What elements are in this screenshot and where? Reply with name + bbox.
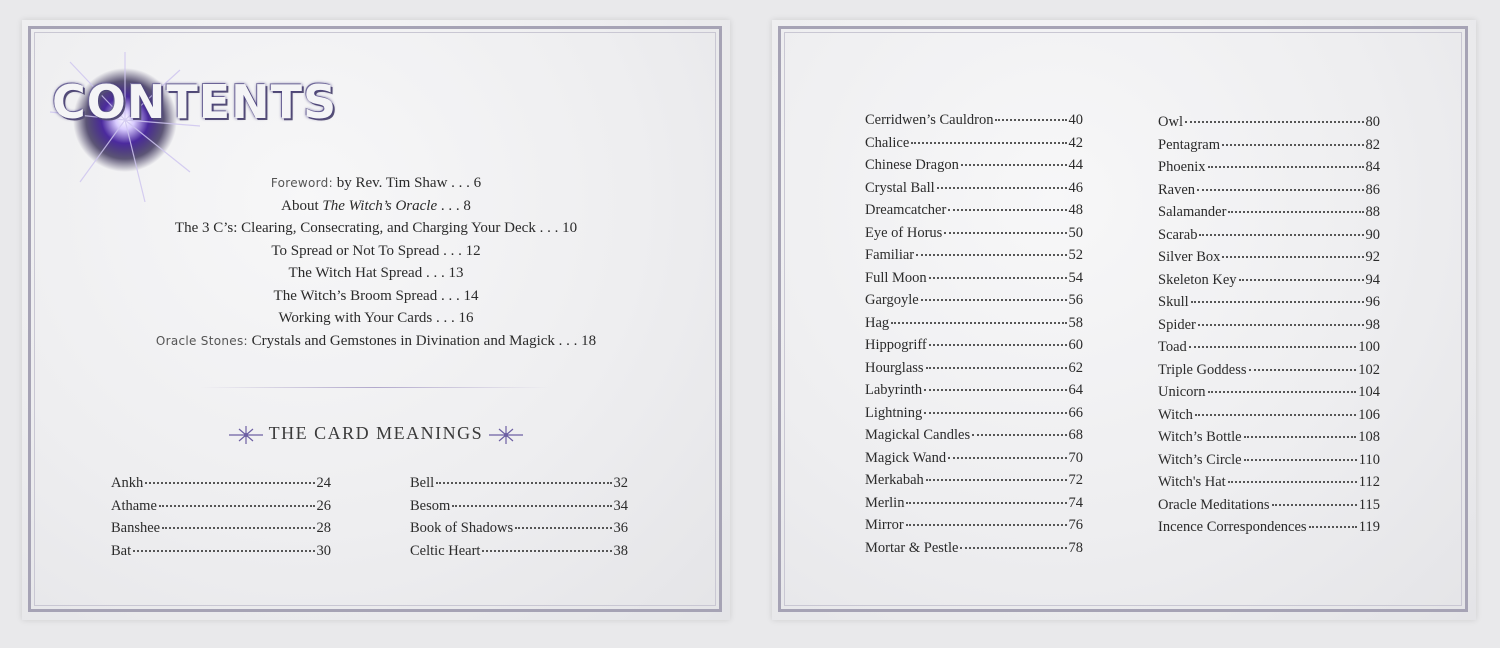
toc-entry-label: Witch’s Bottle xyxy=(1158,429,1242,445)
front-item-to-spread[interactable]: To Spread or Not To Spread . . . 12 xyxy=(271,242,481,259)
dot-leader xyxy=(916,254,1066,256)
dot-leader xyxy=(948,457,1066,459)
toc-entry-page: 48 xyxy=(1068,202,1083,218)
toc-entry-label: Book of Shadows xyxy=(410,520,514,536)
toc-entry-page: 54 xyxy=(1068,269,1083,286)
toc-entry-label: Witch's Hat xyxy=(1158,474,1226,490)
toc-entry-page: 24 xyxy=(316,475,331,491)
toc-entry[interactable] xyxy=(1158,429,1380,452)
toc-entry[interactable] xyxy=(1158,497,1380,520)
dot-leader xyxy=(1208,391,1357,393)
dot-leader xyxy=(1189,346,1356,348)
toc-entry-page: 112 xyxy=(1358,474,1380,490)
toc-entry-label: Besom xyxy=(410,497,451,514)
toc-entry[interactable] xyxy=(1158,137,1380,160)
toc-entry[interactable] xyxy=(111,475,331,498)
toc-entry-label: Celtic Heart xyxy=(410,542,481,559)
toc-entry-page: 40 xyxy=(1068,112,1083,128)
dot-leader xyxy=(1191,301,1364,303)
toc-entry-page: 28 xyxy=(316,520,331,536)
dot-leader xyxy=(1222,144,1363,146)
toc-entry-label: Unicorn xyxy=(1158,384,1206,400)
toc-entry-label: Lightning xyxy=(865,404,923,421)
toc-entry-label: Cerridwen’s Cauldron xyxy=(865,112,994,128)
toc-entry[interactable] xyxy=(410,498,628,521)
divider xyxy=(200,387,550,388)
toc-entry-label: Witch’s Circle xyxy=(1158,451,1242,468)
toc-entry[interactable] xyxy=(1158,407,1380,430)
dot-leader xyxy=(929,277,1067,279)
dot-leader xyxy=(995,119,1066,121)
toc-entry-label: Bell xyxy=(410,475,435,491)
dot-leader xyxy=(1197,189,1363,191)
toc-entry-page: 38 xyxy=(613,542,628,559)
dot-leader xyxy=(948,209,1066,211)
toc-entry[interactable] xyxy=(1158,519,1380,542)
toc-entry-label: Gargoyle xyxy=(865,292,919,308)
sparkle-icon xyxy=(489,424,523,446)
toc-entry-page: 90 xyxy=(1365,226,1380,243)
toc-entry-page: 98 xyxy=(1365,316,1380,333)
toc-entry[interactable] xyxy=(1158,384,1380,407)
toc-entry[interactable] xyxy=(1158,159,1380,182)
toc-entry-label: Ankh xyxy=(111,475,144,491)
toc-entry-page: 119 xyxy=(1358,519,1380,535)
toc-entry[interactable] xyxy=(865,270,1083,293)
dot-leader xyxy=(961,164,1067,166)
toc-entry-page: 96 xyxy=(1365,294,1380,310)
toc-entry-label: Toad xyxy=(1158,339,1187,355)
toc-entry[interactable] xyxy=(865,202,1083,225)
toc-entry-label: Incence Correspondences xyxy=(1158,519,1307,535)
dot-leader xyxy=(1228,481,1357,483)
toc-entry-page: 58 xyxy=(1068,314,1083,331)
toc-column xyxy=(1158,114,1380,542)
toc-entry-label: Phoenix xyxy=(1158,159,1206,175)
dot-leader xyxy=(926,367,1067,369)
dot-leader xyxy=(1222,256,1363,258)
dot-leader xyxy=(1199,234,1363,236)
toc-entry-page: 82 xyxy=(1365,136,1380,153)
sparkle-icon xyxy=(229,424,263,446)
toc-entry-page: 50 xyxy=(1068,224,1083,241)
toc-entry-page: 80 xyxy=(1365,114,1380,130)
toc-entry[interactable] xyxy=(111,498,331,521)
front-item-about[interactable]: About The Witch’s Oracle . . . 8 xyxy=(281,197,471,214)
dot-leader xyxy=(452,505,611,507)
toc-entry-label: Hourglass xyxy=(865,359,924,376)
toc-entry-page: 78 xyxy=(1068,539,1083,556)
toc-entry-page: 62 xyxy=(1068,359,1083,376)
toc-entry-label: Chinese Dragon xyxy=(865,157,959,173)
front-item-working-with-cards[interactable]: Working with Your Cards . . . 16 xyxy=(278,310,474,326)
toc-entry-page: 52 xyxy=(1068,247,1083,263)
toc-entry-page: 108 xyxy=(1358,429,1380,445)
toc-entry[interactable] xyxy=(1158,204,1380,227)
toc-entry[interactable] xyxy=(865,112,1083,135)
front-item-witch-hat-spread[interactable]: The Witch Hat Spread . . . 13 xyxy=(288,265,464,281)
dot-leader xyxy=(906,524,1067,526)
dot-leader xyxy=(1249,369,1357,371)
dot-leader xyxy=(926,479,1067,481)
toc-entry-page: 34 xyxy=(613,497,628,514)
toc-entry[interactable] xyxy=(1158,362,1380,385)
toc-entry[interactable] xyxy=(865,427,1083,450)
toc-entry-label: Raven xyxy=(1158,181,1196,198)
toc-entry[interactable] xyxy=(1158,114,1380,137)
toc-entry[interactable] xyxy=(865,180,1083,203)
toc-entry-page: 76 xyxy=(1068,517,1083,533)
toc-column xyxy=(410,475,628,565)
toc-entry[interactable] xyxy=(1158,227,1380,250)
dot-leader xyxy=(436,482,611,484)
toc-entry-page: 86 xyxy=(1365,181,1380,198)
dot-leader xyxy=(1228,211,1363,213)
toc-entry-page: 72 xyxy=(1068,472,1083,488)
toc-entry-label: Magickal Candles xyxy=(865,427,971,443)
toc-entry[interactable] xyxy=(865,360,1083,383)
section-heading: THE CARD MEANINGS xyxy=(22,423,730,446)
dot-leader xyxy=(482,550,611,552)
toc-entry[interactable] xyxy=(1158,294,1380,317)
dot-leader xyxy=(911,142,1066,144)
toc-entry-label: Crystal Ball xyxy=(865,179,935,196)
dot-leader xyxy=(133,550,314,552)
dot-leader xyxy=(944,232,1066,234)
toc-entry-label: Salamander xyxy=(1158,204,1227,220)
toc-entry-label: Skull xyxy=(1158,294,1189,310)
toc-entry[interactable] xyxy=(865,450,1083,473)
toc-entry-label: Athame xyxy=(111,497,157,514)
front-item-foreword[interactable]: Foreword: by Rev. Tim Shaw . . . 6 xyxy=(270,175,482,191)
dot-leader xyxy=(960,547,1066,549)
toc-entry-page: 30 xyxy=(316,542,331,559)
toc-entry-page: 115 xyxy=(1358,496,1380,513)
dot-leader xyxy=(1198,324,1364,326)
toc-entry-page: 106 xyxy=(1358,406,1380,423)
dot-leader xyxy=(1309,526,1357,528)
toc-entry[interactable] xyxy=(410,520,628,543)
toc-column xyxy=(111,475,331,565)
dot-leader xyxy=(937,187,1067,189)
toc-entry[interactable] xyxy=(1158,182,1380,205)
toc-entry[interactable] xyxy=(1158,317,1380,340)
toc-entry-page: 68 xyxy=(1068,427,1083,443)
toc-entry-label: Oracle Meditations xyxy=(1158,496,1270,513)
toc-entry-page: 104 xyxy=(1358,384,1380,400)
toc-entry-page: 70 xyxy=(1068,449,1083,466)
toc-entry-page: 92 xyxy=(1365,249,1380,265)
toc-entry[interactable] xyxy=(865,135,1083,158)
toc-entry-label: Merlin xyxy=(865,494,905,511)
toc-entry-page: 66 xyxy=(1068,404,1083,421)
toc-entry-label: Banshee xyxy=(111,520,161,536)
toc-entry[interactable] xyxy=(1158,339,1380,362)
toc-entry[interactable] xyxy=(865,382,1083,405)
toc-entry[interactable] xyxy=(865,405,1083,428)
toc-entry-label: Chalice xyxy=(865,134,910,151)
toc-entry[interactable] xyxy=(1158,249,1380,272)
toc-entry-label: Triple Goddess xyxy=(1158,361,1247,378)
dot-leader xyxy=(162,527,314,529)
toc-entry-label: Merkabah xyxy=(865,472,924,488)
toc-entry[interactable] xyxy=(865,315,1083,338)
toc-entry-label: Silver Box xyxy=(1158,249,1221,265)
toc-entry-label: Dreamcatcher xyxy=(865,202,947,218)
toc-entry-label: Hippogriff xyxy=(865,337,927,353)
toc-entry[interactable] xyxy=(111,543,331,566)
toc-entry-label: Bat xyxy=(111,542,132,559)
toc-entry-label: Full Moon xyxy=(865,269,927,286)
dot-leader xyxy=(1185,121,1364,123)
toc-entry[interactable] xyxy=(1158,272,1380,295)
toc-entry[interactable] xyxy=(865,472,1083,495)
toc-entry-label: Pentagram xyxy=(1158,136,1221,153)
dot-leader xyxy=(924,412,1066,414)
toc-entry-page: 32 xyxy=(613,475,628,491)
right-page xyxy=(772,20,1476,620)
toc-entry-label: Labyrinth xyxy=(865,382,923,398)
toc-entry-label: Spider xyxy=(1158,316,1196,333)
toc-entry[interactable] xyxy=(865,247,1083,270)
dot-leader xyxy=(1208,166,1364,168)
dot-leader xyxy=(159,505,315,507)
toc-entry[interactable] xyxy=(865,292,1083,315)
toc-entry[interactable] xyxy=(865,225,1083,248)
contents-title: CONTENTS xyxy=(52,75,338,129)
dot-leader xyxy=(972,434,1066,436)
toc-entry[interactable] xyxy=(1158,452,1380,475)
toc-entry[interactable] xyxy=(865,157,1083,180)
dot-leader xyxy=(906,502,1066,504)
toc-entry-label: Scarab xyxy=(1158,226,1198,243)
dot-leader xyxy=(1195,414,1356,416)
dot-leader xyxy=(1244,459,1357,461)
dot-leader xyxy=(1239,279,1364,281)
toc-entry[interactable] xyxy=(865,517,1083,540)
toc-entry-page: 110 xyxy=(1358,451,1380,468)
toc-entry-page: 42 xyxy=(1068,134,1083,151)
dot-leader xyxy=(929,344,1067,346)
toc-entry-label: Magick Wand xyxy=(865,449,947,466)
toc-entry-label: Witch xyxy=(1158,406,1193,423)
toc-entry-page: 46 xyxy=(1068,179,1083,196)
dot-leader xyxy=(515,527,611,529)
toc-column xyxy=(865,112,1083,562)
toc-entry-page: 94 xyxy=(1365,271,1380,288)
dot-leader xyxy=(891,322,1066,324)
toc-entry-page: 74 xyxy=(1068,494,1083,511)
toc-entry-page: 100 xyxy=(1358,339,1380,355)
front-matter-list xyxy=(22,172,730,352)
toc-entry-page: 26 xyxy=(316,497,331,514)
toc-entry-label: Mirror xyxy=(865,517,904,533)
dot-leader xyxy=(1244,436,1357,438)
front-item-3cs[interactable]: The 3 C’s: Clearing, Consecrating, and Charging Your Deck . . . 10 xyxy=(174,220,578,236)
toc-entry[interactable] xyxy=(111,520,331,543)
toc-entry-label: Hag xyxy=(865,314,890,331)
front-item-oracle-stones[interactable]: Oracle Stones: Crystals and Gemstones in Divination and Magick . . . 18 xyxy=(155,332,597,349)
toc-entry-label: Skeleton Key xyxy=(1158,271,1237,288)
toc-entry-page: 102 xyxy=(1358,361,1380,378)
toc-entry-page: 60 xyxy=(1068,337,1083,353)
toc-entry[interactable] xyxy=(865,540,1083,563)
toc-entry-page: 36 xyxy=(613,520,628,536)
toc-entry[interactable] xyxy=(865,337,1083,360)
toc-entry[interactable] xyxy=(410,543,628,566)
toc-entry-page: 64 xyxy=(1068,382,1083,398)
toc-entry-page: 84 xyxy=(1365,159,1380,175)
toc-entry-label: Familiar xyxy=(865,247,915,263)
toc-entry-label: Mortar & Pestle xyxy=(865,539,959,556)
toc-entry[interactable] xyxy=(410,475,628,498)
dot-leader xyxy=(924,389,1066,391)
toc-entry[interactable] xyxy=(865,495,1083,518)
dot-leader xyxy=(145,482,314,484)
toc-entry-page: 56 xyxy=(1068,292,1083,308)
dot-leader xyxy=(1272,504,1357,506)
toc-entry-page: 88 xyxy=(1365,204,1380,220)
left-page xyxy=(22,20,730,620)
front-item-witch-broom-spread[interactable]: The Witch’s Broom Spread . . . 14 xyxy=(273,287,479,304)
toc-entry[interactable] xyxy=(1158,474,1380,497)
toc-entry-label: Eye of Horus xyxy=(865,224,943,241)
dot-leader xyxy=(921,299,1067,301)
toc-entry-label: Owl xyxy=(1158,114,1183,130)
toc-entry-page: 44 xyxy=(1068,157,1083,173)
